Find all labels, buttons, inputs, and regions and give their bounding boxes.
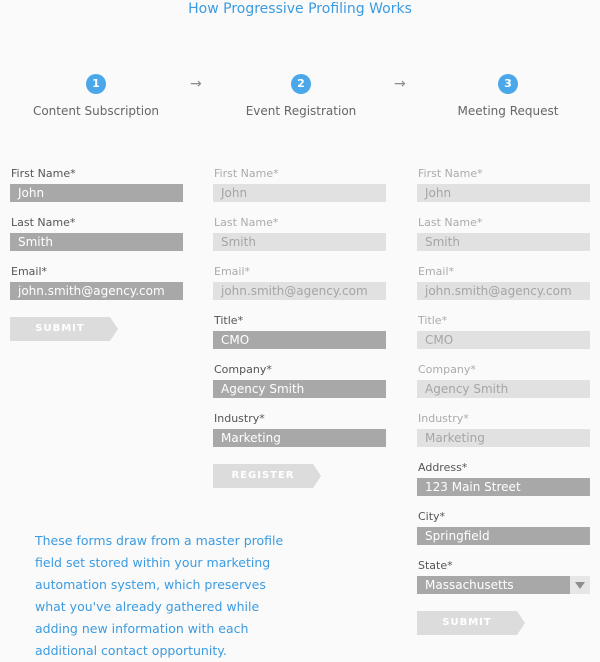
page-title: How Progressive Profiling Works xyxy=(188,1,412,17)
email-field xyxy=(213,266,386,315)
industry-field xyxy=(213,413,386,462)
form-meeting-request xyxy=(417,168,590,635)
form-content-subscription xyxy=(10,168,183,341)
field-label: City* xyxy=(418,510,446,523)
first-name-input[interactable]: John xyxy=(10,184,183,202)
last-name-field xyxy=(417,217,590,266)
field-label: Email* xyxy=(418,265,455,278)
step-number-badge: 1 xyxy=(86,74,106,94)
title-field xyxy=(213,315,386,364)
email-input[interactable]: john.smith@agency.com xyxy=(417,282,590,300)
title-input[interactable]: CMO xyxy=(417,331,590,349)
arrow-icon: → xyxy=(190,76,202,92)
last-name-input[interactable]: Smith xyxy=(417,233,590,251)
email-field xyxy=(10,266,183,315)
submit-button[interactable]: SUBMIT xyxy=(10,317,110,341)
city-field xyxy=(417,511,590,560)
register-button[interactable]: REGISTER xyxy=(213,464,313,488)
step-label: Meeting Request xyxy=(457,104,559,118)
last-name-input[interactable]: Smith xyxy=(10,233,183,251)
field-label: Address* xyxy=(418,461,468,474)
description-text: These forms draw from a master profile field set stored within your marketing automation system, which preserves what you've already gathered while adding new information with each additional contact opportunity. xyxy=(35,533,284,658)
step-event-registration xyxy=(233,74,369,118)
submit-button[interactable]: SUBMIT xyxy=(417,611,517,635)
email-field xyxy=(417,266,590,315)
chevron-down-icon[interactable] xyxy=(570,576,590,594)
company-field xyxy=(417,364,590,413)
email-input[interactable]: john.smith@agency.com xyxy=(10,282,183,300)
form-event-registration xyxy=(213,168,386,488)
email-input[interactable]: john.smith@agency.com xyxy=(213,282,386,300)
step-content-subscription xyxy=(28,74,164,118)
state-select[interactable] xyxy=(417,576,590,594)
field-label: Last Name* xyxy=(214,216,279,229)
industry-field xyxy=(417,413,590,462)
field-label: Email* xyxy=(11,265,48,278)
last-name-input[interactable]: Smith xyxy=(213,233,386,251)
field-label: Industry* xyxy=(418,412,469,425)
title-field xyxy=(417,315,590,364)
field-label: Title* xyxy=(214,314,244,327)
field-label: First Name* xyxy=(418,167,483,180)
field-label: Last Name* xyxy=(11,216,76,229)
step-number-badge: 2 xyxy=(291,74,311,94)
field-label: State* xyxy=(418,559,453,572)
field-label: Title* xyxy=(418,314,448,327)
industry-input[interactable]: Marketing xyxy=(417,429,590,447)
step-number-badge: 3 xyxy=(498,74,518,94)
last-name-field xyxy=(213,217,386,266)
step-label: Event Registration xyxy=(245,104,357,118)
city-input[interactable]: Springfield xyxy=(417,527,590,545)
company-field xyxy=(213,364,386,413)
field-label: Company* xyxy=(214,363,272,376)
field-label: First Name* xyxy=(214,167,279,180)
first-name-input[interactable]: John xyxy=(417,184,590,202)
first-name-field xyxy=(417,168,590,217)
field-label: Email* xyxy=(214,265,251,278)
step-meeting-request xyxy=(440,74,576,118)
state-select-value: Massachusetts xyxy=(425,578,514,592)
step-label: Content Subscription xyxy=(32,104,160,118)
address-field xyxy=(417,462,590,511)
first-name-input[interactable]: John xyxy=(213,184,386,202)
arrow-icon: → xyxy=(394,76,406,92)
state-field xyxy=(417,560,590,609)
field-label: Company* xyxy=(418,363,476,376)
company-input[interactable]: Agency Smith xyxy=(417,380,590,398)
field-label: Industry* xyxy=(214,412,265,425)
title-input[interactable]: CMO xyxy=(213,331,386,349)
first-name-field xyxy=(10,168,183,217)
industry-input[interactable]: Marketing xyxy=(213,429,386,447)
field-label: First Name* xyxy=(11,167,76,180)
company-input[interactable]: Agency Smith xyxy=(213,380,386,398)
field-label: Last Name* xyxy=(418,216,483,229)
address-input[interactable]: 123 Main Street xyxy=(417,478,590,496)
last-name-field xyxy=(10,217,183,266)
first-name-field xyxy=(213,168,386,217)
